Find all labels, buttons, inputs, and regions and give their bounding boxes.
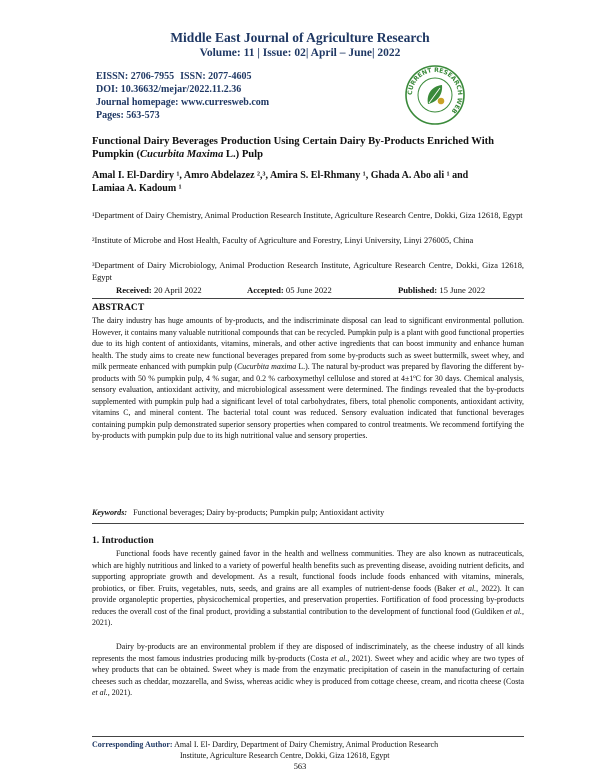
journal-homepage[interactable]: Journal homepage: www.curresweb.com	[96, 97, 270, 108]
issn: ISSN: 2077-4605	[180, 71, 252, 82]
issn-line	[96, 71, 251, 82]
keywords-text: Functional beverages; Dairy by-products; Pumpkin pulp; Antioxidant activity	[133, 508, 385, 517]
keywords-label: Keywords:	[92, 508, 128, 517]
affiliation-2: ²Institute of Microbe and Host Health, Faculty of Agriculture and Forestry, Linyi University, Linyi 276005, China	[92, 236, 474, 245]
article-dates	[92, 285, 524, 299]
affiliation-1: ¹Department of Dairy Chemistry, Animal Production Research Institute, Agriculture Research Centre, Dokki, Giza 12618, Egypt	[92, 211, 523, 220]
received-date: Received: 20 April 2022	[116, 285, 202, 295]
introduction-heading: 1. Introduction	[92, 535, 154, 546]
author-list	[92, 169, 522, 195]
intro-paragraph-1: Functional foods have recently gained favor in the health and wellness communities. They are also known as nutraceuticals, which are highly nutritious and linked to a variety of powerful health benefits such as preventing disease, avoiding nutrient deficits, and supporting appropriate growth and development. As a result, functional foods include foods enhanced with vitamins, minerals, probiotics, or fiber. Fruits, vegetables, nuts, seeds, and grains are all examples of nutrient-dense foods (Baker et al., 2022). It can provide organoleptic properties, physicochemical properties, and preservation properties. Fortification of food processing by-products reduces the overall cost of the final product, providing a substantial contribution to the development of functional food (Guldiken et al., 2021).	[92, 549, 524, 627]
accepted-date: Accepted: 05 June 2022	[247, 285, 332, 295]
corresponding-author: Corresponding Author: Amal I. El- Dardiry, Department of Dairy Chemistry, Animal Production Research Institute, Agriculture Research Centre, Dokki, Giza 12618, Egypt	[92, 736, 524, 761]
page-number: 563	[293, 762, 307, 771]
abstract-heading: ABSTRACT	[92, 302, 145, 313]
published-date: Published: 15 June 2022	[398, 285, 486, 295]
authors-line-1: Amal I. El-Dardiry ¹, Amro Abdelazez ²,³, Amira S. El-Rhmany ¹, Ghada A. Abo ali ¹ and	[92, 170, 469, 181]
abstract-text: The dairy industry has huge amounts of by-products, and the indiscriminate disposal can lead to significant environmental pollution. However, it contains many valuable nutritional compounds that can be recycled. Pumpkin pulp is a plant with good functional properties due to its high content of antioxidants, vitamins, minerals, and other active ingredients that can boost immunity and enhance human health. The study aims to create new functional beverages prepared from some by-products such as sweet buttermilk, sweet whey, and milk permeate enhanced with pumpkin pulp (Cucurbita maxima L.). The natural by-product was prepared by flavoring the different by-products with 50 % pumpkin pulp, 4 % sugar, and 0.2 % carboxymethyl cellulose and stored at 4±1ºC for 30 days. Chemical analysis, sensory evaluation, antioxidant activity, and microbiological assessment were determined. The findings revealed that the by-products supplemented with pumpkin pulp had a significant level of total carbohydrates, fibers, total phenolic components, antioxidant activity, vitamins C, and mineral content. The bacterial total count was reduced. Sensory evaluation indicated that functional beverages containing pumpkin pulp demonstrated superior sensory properties when compared to control treatments. We recommend fortifying the by-products with pumpkin pulp due to its high nutritional value and sensory properties.	[92, 316, 525, 440]
issue-line: Volume: 11 | Issue: 02| April – June| 2022	[199, 47, 401, 59]
doi[interactable]: DOI: 10.36632/mejar/2022.11.2.36	[96, 84, 242, 95]
journal-logo	[404, 64, 466, 126]
page-range: Pages: 563-573	[96, 110, 160, 121]
paper-title: Functional Dairy Beverages Production Using Certain Dairy By-Products Enriched With Pumpkin (Cucurbita Maxima L.) Pulp	[92, 136, 495, 160]
keywords	[92, 508, 524, 524]
affiliation-3: ³Department of Dairy Microbiology, Animal Production Research Institute, Agriculture Research Centre, Dokki, Giza 12618, Egypt	[92, 261, 524, 282]
eissn: EISSN: 2706-7955	[96, 71, 175, 82]
authors-line-2: Lamiaa A. Kadoum ¹	[92, 183, 182, 194]
intro-paragraph-2: Dairy by-products are an environmental problem if they are disposed of indiscriminately, as the cheese industry of all kinds represents the most famous industries producing milk by-products (Costa et al., 2021). Sweet whey and acidic whey are two types of whey products that can be obtained. Sweet whey is made from the enzymatic precipitation of casein in the manufacturing of certain cheeses such as cheddar, mozzarella, and Swiss, whereas acidic whey is produced from cottage cheese, cream, and ricotta cheese (Costa et al., 2021).	[92, 642, 524, 697]
logo-text: CURRENT RESEARCH WEB	[406, 66, 464, 115]
journal-title: Middle East Journal of Agriculture Research	[170, 30, 430, 45]
corresponding-author-label: Corresponding Author:	[92, 740, 173, 749]
